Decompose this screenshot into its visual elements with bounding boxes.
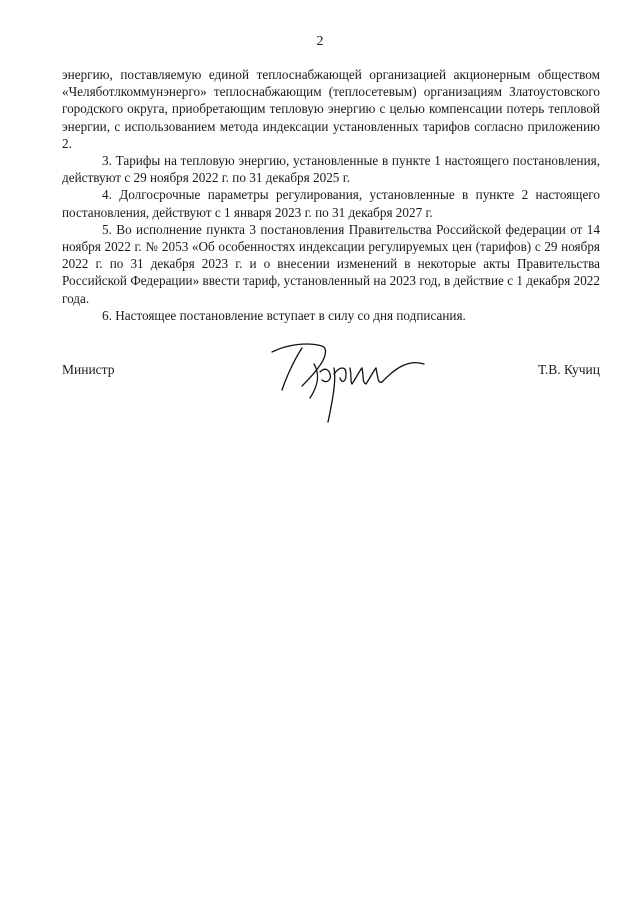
paragraph-item-6: 6. Настоящее постановление вступает в силу со дня подписания. [102, 307, 466, 323]
page-number: 2 [316, 34, 324, 49]
handwritten-signature [268, 338, 428, 428]
paragraph-item-5: 5. Во исполнение пункта 3 постановления Правительства Российской федерации от 14 ноября 2022 г. № 2053 «Об особенностях индексации регулируемых цен (тарифов) с 29 ноября 2022 г. по 31 декабря 2023 г. и о внесении изменений в некоторые акты Правительства Российской Федерации» ввести тариф, установленный на 2023 год, в действие с 1 декабря 2022 года. [62, 221, 600, 306]
document-body [62, 66, 600, 324]
paragraph-item-4: 4. Долгосрочные параметры регулирования, установленные в пункте 2 настоящего постановления, действуют с 1 января 2023 г. по 31 декабря 2027 г. [62, 187, 600, 220]
signer-name: Т.В. Кучиц [537, 362, 600, 377]
signer-position: Министр [62, 362, 115, 377]
paragraph-item-3: 3. Тарифы на тепловую энергию, установленные в пункте 1 настоящего постановления, действуют с 29 ноября 2022 г. по 31 декабря 2025 г. [62, 153, 600, 186]
paragraph-continuation: энергию, поставляемую единой теплоснабжающей организацией акционерным обществом «Челяботлкоммунэнерго» теплоснабжающим (теплосетевым) организациям Златоустовского городского округа, приобретающим тепловую энергию с целью компенсации потерь тепловой энергии, с использованием метода индексации установленных тарифов согласно приложению 2. [62, 67, 600, 151]
